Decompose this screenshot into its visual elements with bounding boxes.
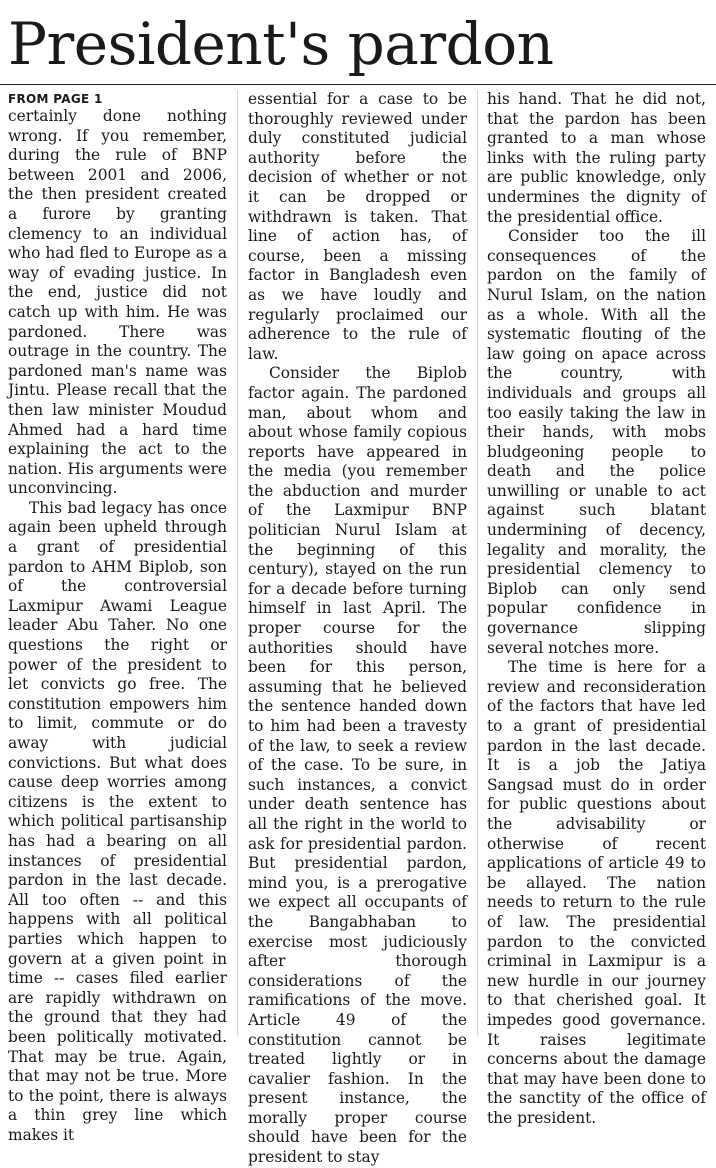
headline: President's pardon <box>8 10 554 78</box>
paragraph: The time is here for a review and reconsideration of the factors that have led to a grant of presidential pardon in the last decade. It is a job the Jatiya Sangsad must do in order for public questions about the advisability or otherwise of recent applications of article 49 to be allayed. The nation needs to return to the rule of law. The presidential pardon to the convicted criminal in Laxmipur is a new hurdle in our journey to that cherished goal. It impedes good governance. It raises legitimate concerns about the damage that may have been done to the sanctity of the office of the president. <box>487 658 706 1127</box>
headline-rule <box>0 84 716 85</box>
column-divider <box>477 90 478 1036</box>
article-column-1 <box>8 90 227 1144</box>
column-divider <box>237 90 238 1036</box>
paragraph: This bad legacy has once again been upheld through a grant of presidential pardon to AHM Biplob, son of the controversial Laxmipur Awami League leader Abu Taher. No one questions the right or power of the president to let convicts go free. The constitution empowers him to limit, commute or do away with judicial convictions. But what does cause deep worries among citizens is the extent to which political partisanship has had a bearing on all instances of presidential pardon in the last decade. All too often -- and this happens with all political parties which happen to govern at a given point in time -- cases filed earlier are rapidly withdrawn on the ground that they had been politically motivated. That may be true. Again, that may not be true. More to the point, there is always a thin grey line which makes it <box>8 498 227 1144</box>
article-column-3 <box>487 90 706 1127</box>
article-column-2 <box>248 90 467 1167</box>
paragraph: Consider the Biplob factor again. The pardoned man, about whom and about whose family copious reports have appeared in the media (you remember the abduction and murder of the Laxmipur BNP politician Nurul Islam at the beginning of this century), stayed on the run for a decade before turning himself in last April. The proper course for the authorities should have been for this person, assuming that he believed the sentence handed down to him had been a travesty of the law, to seek a review of the case. To be sure, in such instances, a convict under death sentence has all the right in the world to ask for presidential pardon. But presidential pardon, mind you, is a prerogative we expect all occupants of the Bangabhaban to exercise most judiciously after thorough considerations of the ramifications of the move. Article 49 of the constitution cannot be treated lightly or in cavalier fashion. In the present instance, the morally proper course should have been for the president to stay <box>248 364 467 1167</box>
continued-from-label: FROM PAGE 1 <box>8 92 103 106</box>
paragraph: Consider too the ill consequences of the pardon on the family of Nurul Islam, on the nation as a whole. With all the systematic flouting of the law going on apace across the country, with individuals and groups all too easily taking the law in their hands, with mobs bludgeoning people to death and the police unwilling or unable to act against such blatant undermining of decency, legality and morality, the presidential clemency to Biplob can only send popular confidence in governance slipping several notches more. <box>487 227 706 657</box>
paragraph: his hand. That he did not, that the pardon has been granted to a man whose links with the ruling party are public knowledge, only undermines the dignity of the presidential office. <box>487 90 706 226</box>
paragraph: essential for a case to be thoroughly reviewed under duly constituted judicial authority before the decision of whether or not it can be dropped or withdrawn is taken. That line of action has, of course, been a missing factor in Bangladesh even as we have loudly and regularly proclaimed our adherence to the rule of law. <box>248 90 467 363</box>
paragraph: certainly done nothing wrong. If you remember, during the rule of BNP between 2001 and 2006, the then president created a furore by granting clemency to an individual who had fled to Europe as a way of evading justice. In the end, justice did not catch up with him. He was pardoned. There was outrage in the country. The pardoned man's name was Jintu. Please recall that the then law minister Moudud Ahmed had a hard time explaining the act to the nation. His arguments were unconvincing. <box>8 107 227 498</box>
